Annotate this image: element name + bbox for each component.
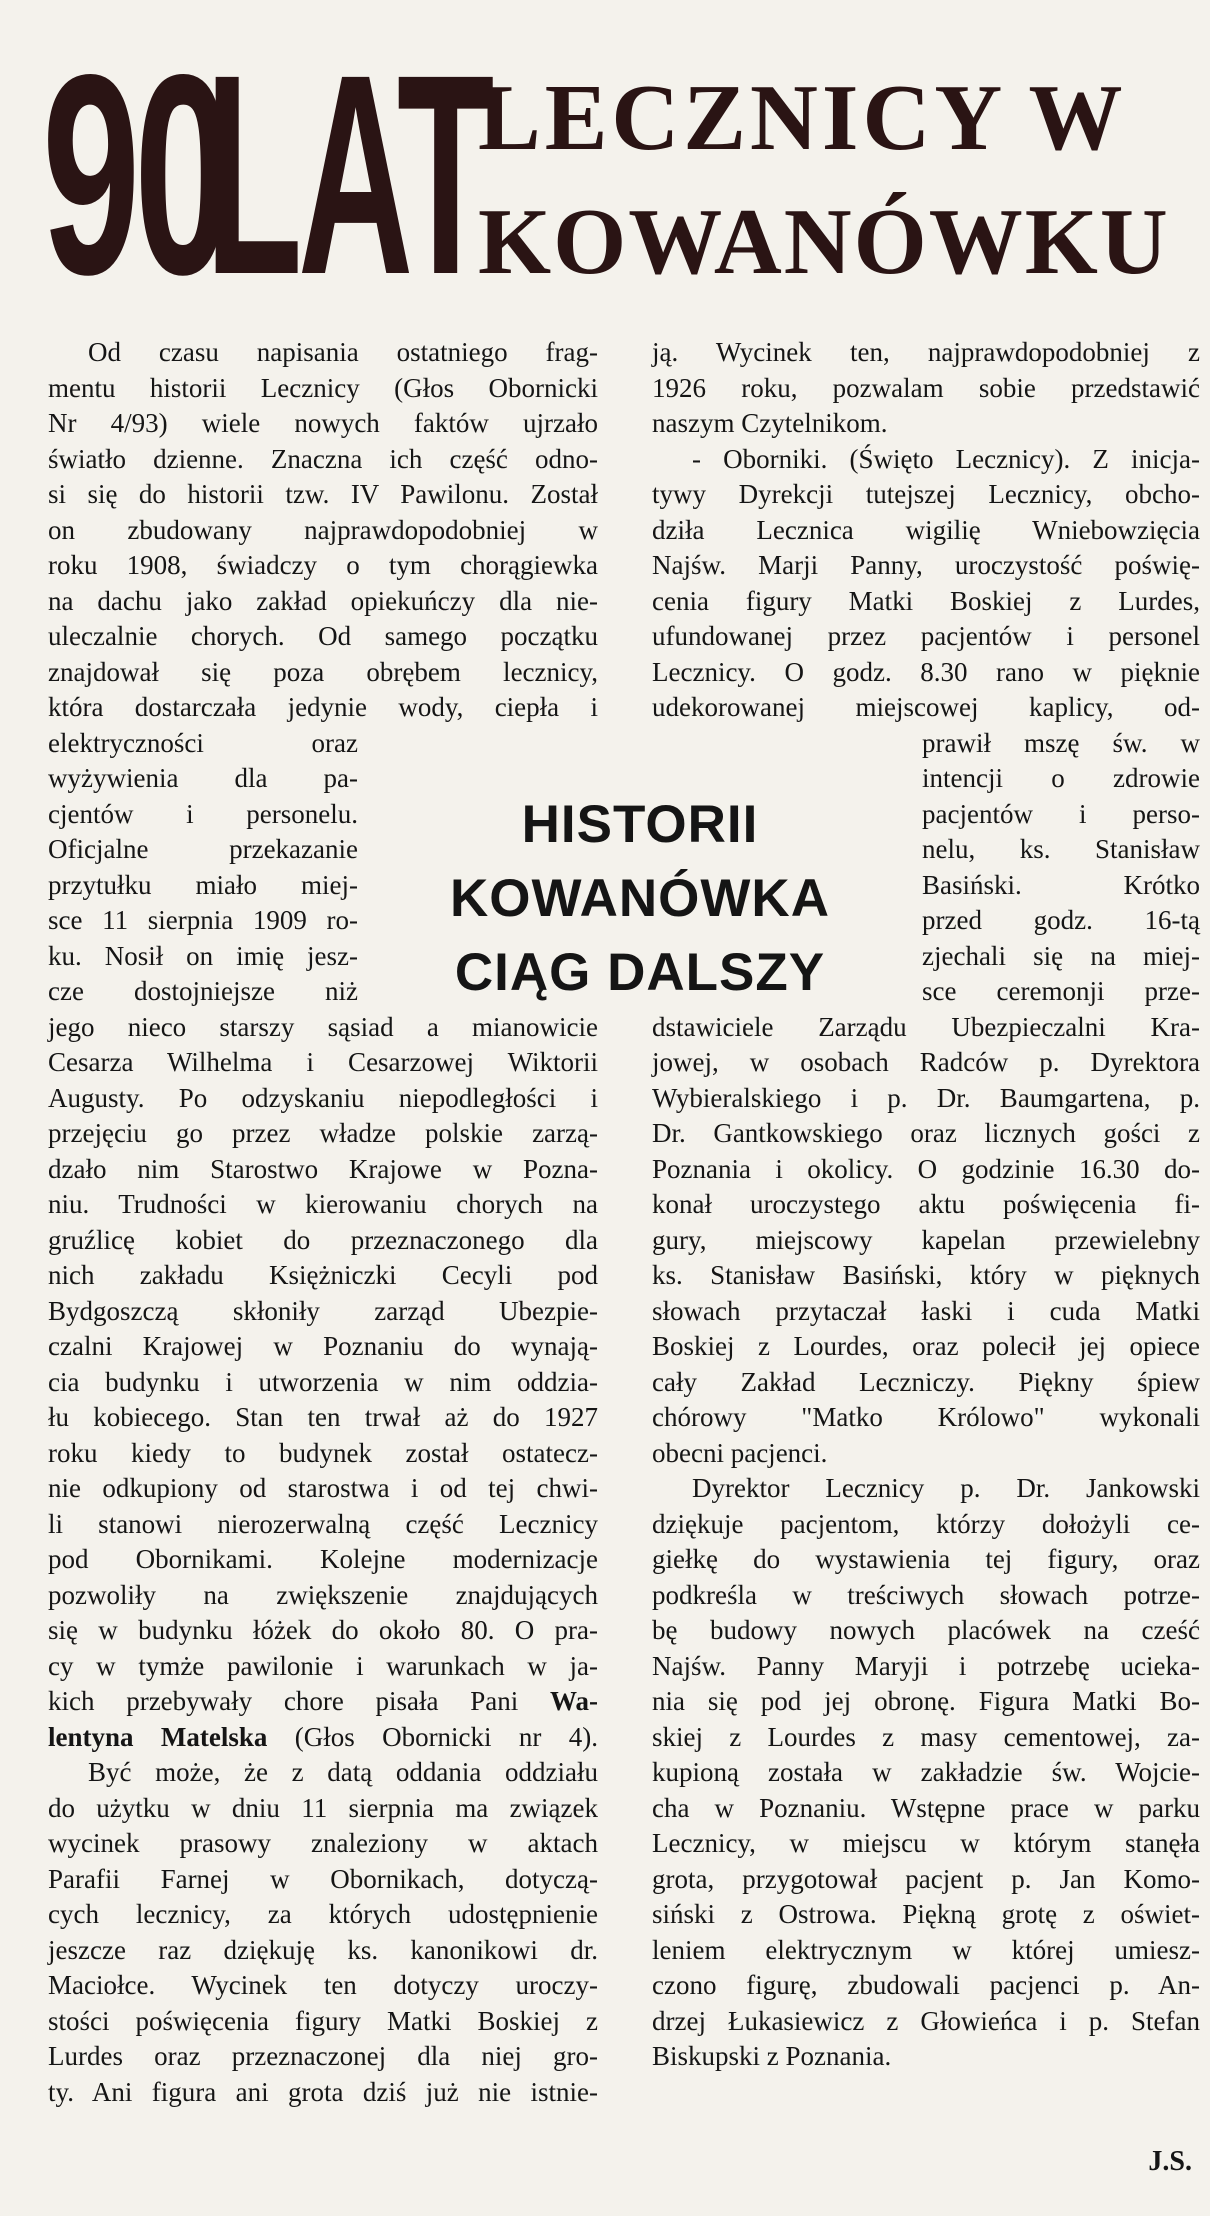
text-line: roku kiedy to budynek został ostatecz- [48,1437,598,1468]
text-line: on zbudowany najprawdopodobniej w [48,514,598,545]
right-block-1 [652,335,1200,726]
right-column [652,335,1200,2075]
text-line: ufundowanej przez pacjentów i personel [652,621,1200,651]
left-narrow-block [48,726,358,1010]
inset-title-line: HISTORII [521,795,759,854]
text-line: cały Zakład Leczniczy. Piękny śpiew [652,1366,1200,1397]
text-line: nich zakładu Księżniczki Cecyli pod [48,1260,598,1290]
text-line: niu. Trudności w kierowaniu chorych na [48,1189,598,1219]
left-block-1 [48,335,598,371]
text-line: Lecznicy, w miejscu w którym stanęła [652,1828,1200,1858]
inset-title-line: CIĄG DALSZY [454,943,826,1002]
text-line: czono figurę, zbudowali pacjenci p. An- [652,1970,1200,2000]
left-block-2 [48,1010,598,1685]
text-line: intencji o zdrowie [922,763,1200,793]
text-line: cy w tymże pawilonie i warunkach w ja- [48,1650,598,1681]
text-line: ks. Stanisław Basiński, który w pięknych [652,1260,1200,1290]
text-line: jeszcze raz dziękuję ks. kanonikowi dr. [48,1934,598,1965]
text-line: giełkę do wystawienia tej figury, oraz [652,1544,1200,1574]
text-line: czalni Krajowej w Poznaniu do wynają- [48,1331,598,1361]
text-line: stości poświęcenia figury Matki Boskiej z [48,2005,598,2036]
text-fragment: kich przebywały chore pisała Pani [48,1686,550,1716]
right-block-2 [652,1010,1200,1472]
text-line: cenia figury Matki Boskiej z Lurdes, [652,585,1200,616]
text-line: pacjentów i perso- [922,798,1200,829]
text-line: udekorowanej miejscowej kaplicy, od- [652,692,1200,722]
text-line: łu kobiecego. Stan ten trwał aż do 1927 [48,1402,598,1432]
text-line: Wybieralskiego i p. Dr. Baumgartena, p. [652,1082,1200,1113]
text-line: sce ceremonji prze- [922,976,1200,1006]
text-line: światło dzienne. Znaczna ich część odno- [48,443,598,474]
text-line: konał uroczystego aktu poświęcenia fi- [652,1189,1200,1219]
text-line: kupioną została w zakładzie św. Wojcie- [652,1757,1200,1787]
text-line: si się do historii tzw. IV Pawilonu. Został [48,479,598,509]
left-block-3 [48,1755,598,2110]
text-line: Augusty. Po odzyskaniu niepodległości i [48,1082,598,1113]
text-line: naszym Czytelnikom. [652,408,888,438]
text-line: Dyrektor Lecznicy p. Dr. Jankowski [692,1473,1200,1503]
text-line: pozwoliły na zwiększenie znajdujących [48,1579,598,1610]
text-line: Cesarza Wilhelma i Cesarzowej Wiktorii [48,1047,598,1077]
text-line: cjentów i personelu. [48,798,358,829]
text-line: cych lecznicy, za których udostępnienie [48,1899,598,1929]
text-line: ją. Wycinek ten, najprawdopodobniej z [652,337,1200,367]
inset-title-line: KOWANÓWKA [450,869,830,928]
text-line: elektryczności oraz [48,727,358,758]
text-line: prawił mszę św. w [922,727,1200,758]
headline-line-2: KOWANÓWKU [478,190,1170,294]
text-line: Lurdes oraz przeznaczonej dla niej gro- [48,2041,598,2071]
text-line: dzało nim Starostwo Krajowe w Pozna- [48,1153,598,1184]
text-line: przed godz. 16-tą [922,905,1200,935]
text-line: Najśw. Marji Panny, uroczystość poświę- [652,550,1200,580]
right-block-3 [652,1471,1200,2075]
headline-line-1: LECZNICY W [478,66,1127,170]
text-line: przytułku miało miej- [48,869,358,900]
text-line: leniem elektrycznym w której umiesz- [652,1934,1200,1965]
left-block-1-rest [48,371,598,726]
text-line: dziła Lecznica wigilię Wniebowzięcia [652,514,1200,545]
text-line: cia budynku i utworzenia w nim oddzia- [48,1366,598,1397]
text-line: Od czasu napisania ostatniego frag- [88,337,598,367]
text-line: bę budowy nowych placówek na cześć [652,1615,1200,1645]
text-line: Maciołce. Wycinek ten dotyczy uroczy- [48,1970,598,2000]
author-name-part-2: lentyna Matelska [48,1721,268,1752]
text-line: do użytku w dniu 11 sierpnia ma związek [48,1792,598,1823]
text-line: Parafii Farnej w Obornikach, dotyczą- [48,1863,598,1894]
text-line: obecni pacjenci. [652,1437,828,1468]
text-line: przejęciu go przez władze polskie zarzą- [48,1118,598,1148]
headline [0,0,1210,334]
text-fragment: (Głos Obornicki nr 4). [267,1721,598,1752]
left-column [48,335,598,2110]
text-line: na dachu jako zakład opiekuńczy dla nie- [48,585,598,616]
text-line: Najśw. Panny Maryji i potrzebę ucieka- [652,1650,1200,1681]
text-line: uleczalnie chorych. Od samego początku [48,621,598,651]
text-line: wycinek prasowy znaleziony w aktach [48,1828,598,1858]
text-line: - Oborniki. (Święto Lecznicy). Z inicja- [692,443,1200,474]
text-line: Dr. Gantkowskiego oraz licznych gości z [652,1118,1200,1148]
text-line: wyżywienia dla pa- [48,763,358,793]
text-line: podkreśla w treściwych słowach potrze- [652,1579,1200,1610]
text-line: nelu, ks. Stanisław [922,834,1200,864]
right-narrow-block [922,726,1200,1010]
headline-word: LAT [205,16,490,334]
text-line: Lecznicy. O godz. 8.30 rano w pięknie [652,656,1200,687]
text-line: dziękuje pacjentom, którzy dołożyli ce- [652,1508,1200,1539]
text-line: chórowy "Matko Królowo" wykonali [652,1402,1200,1432]
text-line: ty. Ani figura ani grota dziś już nie istnie- [48,2076,598,2107]
text-line: li stanowi nierozerwalną część Lecznicy [48,1508,598,1539]
text-line: Oficjalne przekazanie [48,834,358,864]
text-line: Poznania i okolicy. O godzinie 16.30 do- [652,1153,1200,1184]
text-line: 1926 roku, pozwalam sobie przedstawić [652,372,1200,403]
text-line: dstawiciele Zarządu Ubezpieczalni Kra- [652,1011,1200,1042]
text-line: mentu historii Lecznicy (Głos Obornicki [48,372,598,403]
text-line: Biskupski z Poznania. [652,2041,892,2071]
text-line: cze dostojniejsze niż [48,976,358,1006]
signature: J.S. [1148,2146,1192,2177]
text-line: roku 1908, świadczy o tym chorągiewka [48,550,598,580]
text-line: która dostarczała jedynie wody, ciepła i [48,692,598,722]
text-line: drzej Łukasiewicz z Głowieńca i p. Stefan [652,2005,1200,2036]
text-line: nie odkupiony od starostwa i od tej chwi- [48,1473,598,1503]
text-line: Boskiej z Lourdes, oraz polecił jej opiece [652,1331,1200,1361]
text-line: jego nieco starszy sąsiad a mianowicie [48,1011,598,1042]
text-line: gruźlicę kobiet do przeznaczonego dla [48,1224,598,1255]
text-line: Bydgoszczą skłoniły zarząd Ubezpie- [48,1295,598,1326]
text-line: zjechali się na miej- [922,940,1200,971]
text-line: grota, przygotował pacjent p. Jan Komo- [652,1863,1200,1894]
text-line: słowach przytaczał łaski i cuda Matki [652,1295,1200,1326]
text-line: ku. Nosił on imię jesz- [48,940,358,971]
text-line: siński z Ostrowa. Piękną grotę z oświet- [652,1899,1200,1929]
headline-number: 90 [42,16,227,334]
text-line: znajdował się poza obrębem lecznicy, [48,656,598,687]
text-line: jowej, w osobach Radców p. Dyrektora [652,1047,1200,1077]
text-line: skiej z Lourdes z masy cementowej, za- [652,1721,1200,1752]
text-line: cha w Poznaniu. Wstępne prace w parku [652,1792,1200,1823]
text-line: gury, miejscowy kapelan przewielebny [652,1224,1200,1255]
text-line: się w budynku łóżek do około 80. O pra- [48,1615,598,1645]
text-line: pod Obornikami. Kolejne modernizacje [48,1544,598,1574]
text-line: tywy Dyrekcji tutejszej Lecznicy, obcho- [652,479,1200,509]
text-line: Nr 4/93) wiele nowych faktów ujrzało [48,408,598,438]
left-author-line [48,1684,598,1755]
author-name-part-1: Wa- [549,1686,598,1716]
text-line: Basiński. Krótko [922,869,1200,900]
text-line: sce 11 sierpnia 1909 ro- [48,905,358,935]
text-line: Być może, że z datą oddania oddziału [88,1757,598,1787]
text-line: nia się pod jej obronę. Figura Matki Bo- [652,1686,1200,1716]
